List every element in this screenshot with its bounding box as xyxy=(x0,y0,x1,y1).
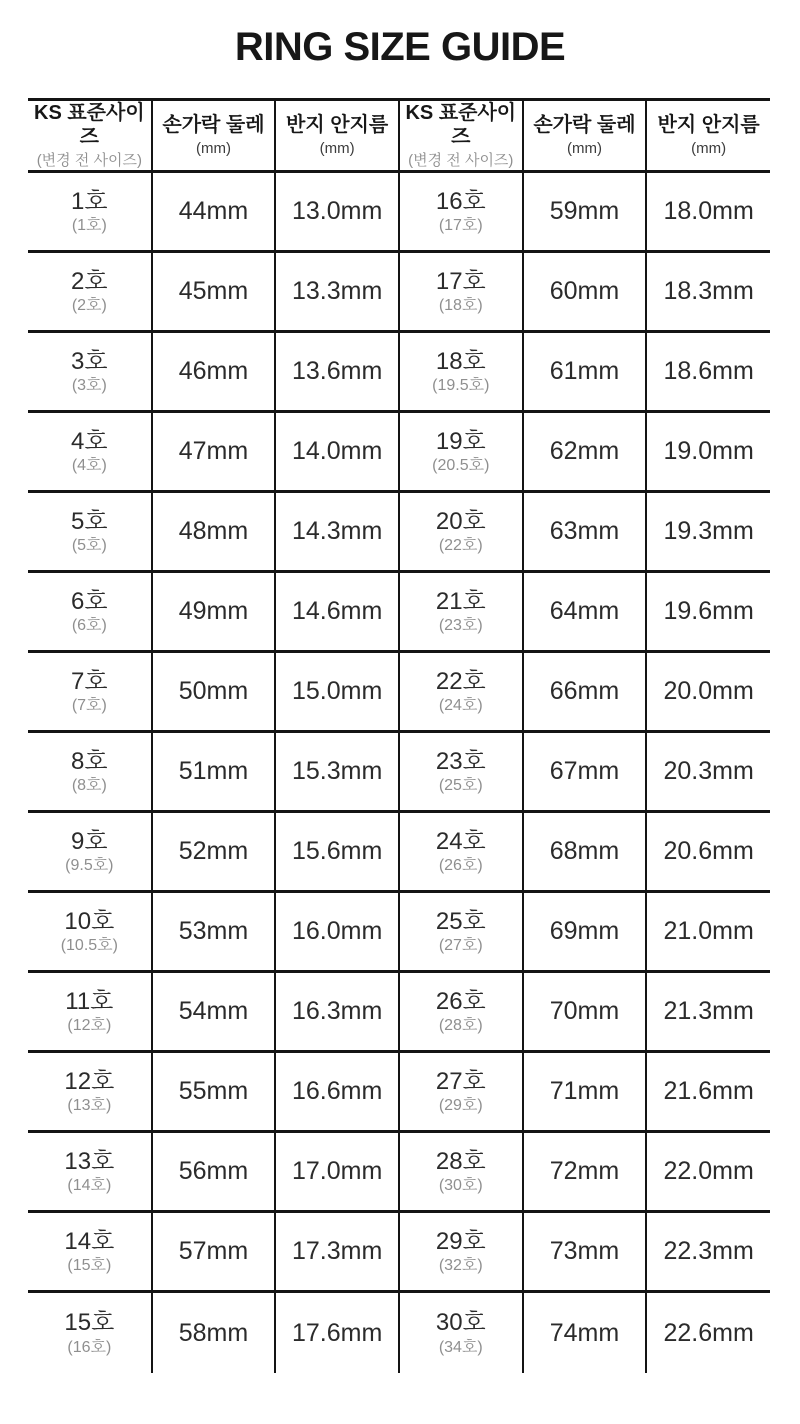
size-label: 10호 xyxy=(64,907,115,935)
old-size-label: (17호) xyxy=(438,217,483,235)
old-size-label: (22호) xyxy=(438,537,483,555)
size-label: 17호 xyxy=(435,267,486,295)
circumference-cell: 70mm xyxy=(523,972,647,1052)
old-size-label: (15호) xyxy=(67,1257,112,1275)
circumference-cell: 44mm xyxy=(152,172,276,252)
size-cell xyxy=(399,732,523,812)
size-cell xyxy=(399,332,523,412)
size-label: 1호 xyxy=(71,187,108,215)
diameter-cell: 20.3mm xyxy=(646,732,770,812)
column-header-subtitle: (변경 전 사이즈) xyxy=(36,152,142,169)
diameter-cell: 14.0mm xyxy=(275,412,399,492)
size-label: 8호 xyxy=(71,747,108,775)
size-cell xyxy=(28,172,152,252)
circumference-cell: 47mm xyxy=(152,412,276,492)
circumference-cell: 73mm xyxy=(523,1212,647,1292)
size-cell xyxy=(399,652,523,732)
old-size-label: (14호) xyxy=(67,1177,112,1195)
circumference-cell: 51mm xyxy=(152,732,276,812)
circumference-cell: 64mm xyxy=(523,572,647,652)
size-label: 15호 xyxy=(64,1309,115,1336)
size-label: 30호 xyxy=(435,1309,486,1336)
table-row xyxy=(28,1052,770,1132)
table-row xyxy=(28,1292,770,1374)
size-label: 7호 xyxy=(71,667,108,695)
size-cell xyxy=(28,1132,152,1212)
column-header xyxy=(523,100,647,172)
size-cell xyxy=(399,972,523,1052)
header-row xyxy=(28,100,770,172)
size-cell xyxy=(399,1052,523,1132)
diameter-cell: 19.3mm xyxy=(646,492,770,572)
circumference-cell: 63mm xyxy=(523,492,647,572)
table-row xyxy=(28,1132,770,1212)
size-label: 29호 xyxy=(435,1227,486,1255)
size-label: 16호 xyxy=(435,187,486,215)
size-cell xyxy=(28,332,152,412)
old-size-label: (13호) xyxy=(67,1097,112,1115)
circumference-cell: 46mm xyxy=(152,332,276,412)
table-row xyxy=(28,332,770,412)
circumference-cell: 59mm xyxy=(523,172,647,252)
circumference-cell: 58mm xyxy=(152,1292,276,1374)
size-label: 21호 xyxy=(435,587,486,615)
size-label: 25호 xyxy=(435,907,486,935)
circumference-cell: 52mm xyxy=(152,812,276,892)
table-row xyxy=(28,572,770,652)
circumference-cell: 68mm xyxy=(523,812,647,892)
column-header-title: 반지 안지름 xyxy=(657,114,760,136)
size-label: 18호 xyxy=(435,347,486,375)
old-size-label: (26호) xyxy=(438,857,483,875)
size-cell xyxy=(28,412,152,492)
column-header xyxy=(646,100,770,172)
size-label: 4호 xyxy=(71,427,108,455)
size-cell xyxy=(399,172,523,252)
circumference-cell: 74mm xyxy=(523,1292,647,1374)
size-cell xyxy=(399,572,523,652)
circumference-cell: 71mm xyxy=(523,1052,647,1132)
column-header xyxy=(152,100,276,172)
size-label: 13호 xyxy=(64,1147,115,1175)
diameter-cell: 18.0mm xyxy=(646,172,770,252)
size-cell xyxy=(28,972,152,1052)
old-size-label: (29호) xyxy=(438,1097,483,1115)
table-row xyxy=(28,412,770,492)
diameter-cell: 13.6mm xyxy=(275,332,399,412)
circumference-cell: 49mm xyxy=(152,572,276,652)
old-size-label: (20.5호) xyxy=(432,457,490,475)
circumference-cell: 61mm xyxy=(523,332,647,412)
circumference-cell: 62mm xyxy=(523,412,647,492)
diameter-cell: 15.3mm xyxy=(275,732,399,812)
size-label: 5호 xyxy=(71,507,108,535)
diameter-cell: 13.3mm xyxy=(275,252,399,332)
size-label: 14호 xyxy=(64,1227,115,1255)
circumference-cell: 50mm xyxy=(152,652,276,732)
size-cell xyxy=(28,492,152,572)
table-row xyxy=(28,892,770,972)
diameter-cell: 15.0mm xyxy=(275,652,399,732)
size-cell xyxy=(399,1212,523,1292)
old-size-label: (24호) xyxy=(438,697,483,715)
diameter-cell: 16.0mm xyxy=(275,892,399,972)
diameter-cell: 19.0mm xyxy=(646,412,770,492)
old-size-label: (34호) xyxy=(438,1338,483,1356)
circumference-cell: 54mm xyxy=(152,972,276,1052)
column-header xyxy=(399,100,523,172)
size-label: 28호 xyxy=(435,1147,486,1175)
size-cell xyxy=(399,1292,523,1374)
table-row xyxy=(28,812,770,892)
table-row xyxy=(28,972,770,1052)
diameter-cell: 18.3mm xyxy=(646,252,770,332)
old-size-label: (5호) xyxy=(71,537,107,555)
size-label: 22호 xyxy=(435,667,486,695)
column-header xyxy=(28,100,152,172)
size-label: 11호 xyxy=(65,987,114,1015)
table-row xyxy=(28,492,770,572)
size-cell xyxy=(399,1132,523,1212)
diameter-cell: 21.6mm xyxy=(646,1052,770,1132)
circumference-cell: 55mm xyxy=(152,1052,276,1132)
size-label: 26호 xyxy=(435,987,486,1015)
column-header-subtitle: (mm) xyxy=(195,140,231,157)
size-cell xyxy=(399,892,523,972)
column-header-title: 손가락 둘레 xyxy=(533,114,636,136)
circumference-cell: 69mm xyxy=(523,892,647,972)
old-size-label: (27호) xyxy=(438,937,483,955)
table-row xyxy=(28,1212,770,1292)
size-label: 27호 xyxy=(435,1067,486,1095)
diameter-cell: 21.3mm xyxy=(646,972,770,1052)
diameter-cell: 20.6mm xyxy=(646,812,770,892)
table-header xyxy=(28,100,770,172)
size-label: 6호 xyxy=(71,587,108,615)
circumference-cell: 60mm xyxy=(523,252,647,332)
size-cell xyxy=(28,1212,152,1292)
size-label: 24호 xyxy=(435,827,486,855)
column-header-subtitle: (mm) xyxy=(319,140,355,157)
old-size-label: (25호) xyxy=(438,777,483,795)
circumference-cell: 48mm xyxy=(152,492,276,572)
circumference-cell: 57mm xyxy=(152,1212,276,1292)
size-label: 3호 xyxy=(71,347,108,375)
size-cell xyxy=(28,1052,152,1132)
diameter-cell: 16.3mm xyxy=(275,972,399,1052)
table-row xyxy=(28,252,770,332)
column-header-title: 손가락 둘레 xyxy=(162,114,265,136)
old-size-label: (8호) xyxy=(71,777,107,795)
old-size-label: (12호) xyxy=(67,1017,112,1035)
old-size-label: (9.5호) xyxy=(65,857,114,875)
old-size-label: (30호) xyxy=(438,1177,483,1195)
page-title: RING SIZE GUIDE xyxy=(234,25,566,69)
circumference-cell: 45mm xyxy=(152,252,276,332)
old-size-label: (16호) xyxy=(67,1338,112,1356)
old-size-label: (3호) xyxy=(71,377,107,395)
circumference-cell: 53mm xyxy=(152,892,276,972)
old-size-label: (23호) xyxy=(438,617,483,635)
column-header-title: KS 표준사이즈 xyxy=(405,102,517,148)
size-cell xyxy=(28,732,152,812)
size-label: 2호 xyxy=(71,267,108,295)
size-cell xyxy=(28,572,152,652)
diameter-cell: 17.3mm xyxy=(275,1212,399,1292)
circumference-cell: 67mm xyxy=(523,732,647,812)
size-cell xyxy=(28,812,152,892)
size-cell xyxy=(399,252,523,332)
old-size-label: (7호) xyxy=(71,697,107,715)
diameter-cell: 22.6mm xyxy=(646,1292,770,1374)
diameter-cell: 13.0mm xyxy=(275,172,399,252)
diameter-cell: 19.6mm xyxy=(646,572,770,652)
table-row xyxy=(28,732,770,812)
size-label: 23호 xyxy=(435,747,486,775)
old-size-label: (6호) xyxy=(71,617,107,635)
old-size-label: (32호) xyxy=(438,1257,483,1275)
old-size-label: (18호) xyxy=(438,297,483,315)
diameter-cell: 18.6mm xyxy=(646,332,770,412)
size-cell xyxy=(28,252,152,332)
size-cell xyxy=(399,412,523,492)
diameter-cell: 14.3mm xyxy=(275,492,399,572)
size-cell xyxy=(399,492,523,572)
column-header xyxy=(275,100,399,172)
column-header-subtitle: (mm) xyxy=(691,140,727,157)
diameter-cell: 17.0mm xyxy=(275,1132,399,1212)
size-label: 9호 xyxy=(71,827,108,855)
table-row xyxy=(28,172,770,252)
diameter-cell: 22.0mm xyxy=(646,1132,770,1212)
column-header-title: KS 표준사이즈 xyxy=(34,102,145,148)
size-label: 20호 xyxy=(435,507,486,535)
diameter-cell: 14.6mm xyxy=(275,572,399,652)
old-size-label: (19.5호) xyxy=(432,377,490,395)
old-size-label: (4호) xyxy=(71,457,107,475)
size-label: 19호 xyxy=(435,427,486,455)
size-cell xyxy=(28,1292,152,1374)
old-size-label: (28호) xyxy=(438,1017,483,1035)
table-row xyxy=(28,652,770,732)
column-header-title: 반지 안지름 xyxy=(286,114,389,136)
old-size-label: (2호) xyxy=(71,297,107,315)
circumference-cell: 56mm xyxy=(152,1132,276,1212)
circumference-cell: 72mm xyxy=(523,1132,647,1212)
diameter-cell: 22.3mm xyxy=(646,1212,770,1292)
ring-size-table xyxy=(28,98,770,1373)
circumference-cell: 66mm xyxy=(523,652,647,732)
old-size-label: (1호) xyxy=(71,217,107,235)
diameter-cell: 20.0mm xyxy=(646,652,770,732)
column-header-subtitle: (mm) xyxy=(566,140,602,157)
size-cell xyxy=(399,812,523,892)
old-size-label: (10.5호) xyxy=(60,937,118,955)
table-body xyxy=(28,172,770,1374)
diameter-cell: 16.6mm xyxy=(275,1052,399,1132)
diameter-cell: 17.6mm xyxy=(275,1292,399,1374)
size-cell xyxy=(28,892,152,972)
size-cell xyxy=(28,652,152,732)
diameter-cell: 21.0mm xyxy=(646,892,770,972)
column-header-subtitle: (변경 전 사이즈) xyxy=(408,152,514,169)
size-label: 12호 xyxy=(64,1067,115,1095)
diameter-cell: 15.6mm xyxy=(275,812,399,892)
